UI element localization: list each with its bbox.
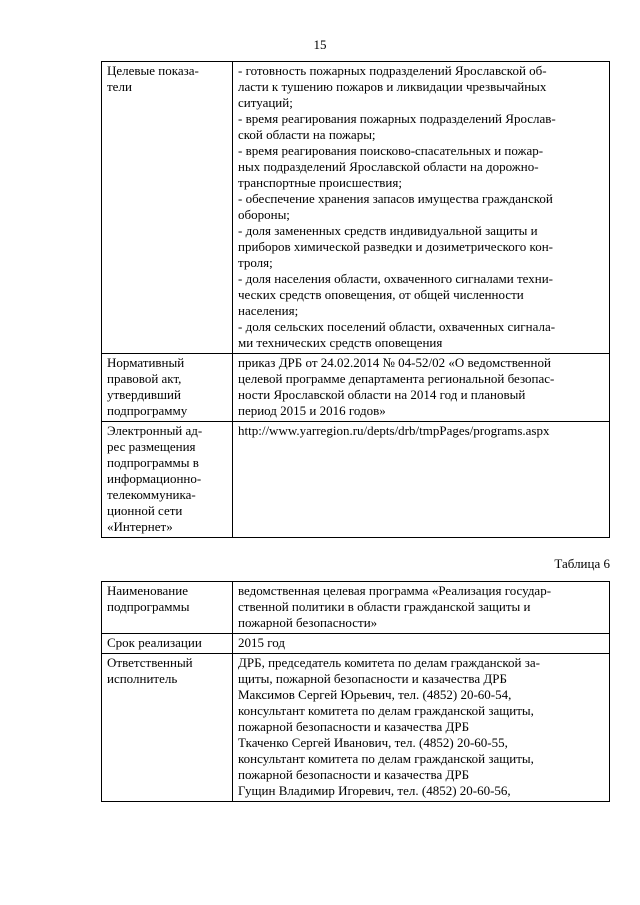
row-value: приказ ДРБ от 24.02.2014 № 04-52/02 «О ведомственной целевой программе департамента региональной безопас- ности Ярославской области на 2014 год и плановый период 2015 и 2016 годов» bbox=[233, 354, 610, 422]
row-label: Срок реализации bbox=[102, 634, 233, 654]
table-row bbox=[102, 62, 610, 354]
row-value: ДРБ, председатель комитета по делам гражданской за- щиты, пожарной безопасности и казачества ДРБ Максимов Сергей Юрьевич, тел. (4852) 20-60-54, консультант комитета по делам гражданской защиты, пожарной безопасности и казачества ДРБ Ткаченко Сергей Иванович, тел. (4852) 20-60-55, консультант комитета по делам гражданской защиты, пожарной безопасности и казачества ДРБ Гущин Владимир Игоревич, тел. (4852) 20-60-56, bbox=[233, 654, 610, 802]
table-row bbox=[102, 582, 610, 634]
program-url-text: http://www.yarregion.ru/depts/drb/tmpPages/programs.aspx bbox=[238, 423, 550, 438]
upper-passport-table bbox=[101, 61, 610, 538]
row-value bbox=[233, 422, 610, 538]
table-row bbox=[102, 422, 610, 538]
row-label: Целевые показа- тели bbox=[102, 62, 233, 354]
table-caption: Таблица 6 bbox=[554, 556, 610, 571]
row-value: 2015 год bbox=[233, 634, 610, 654]
row-value: - готовность пожарных подразделений Ярославской об- ласти к тушению пожаров и ликвидации чрезвычайных ситуаций; - время реагирования пожарных подразделений Ярослав- ской области на пожары; - время реагирования поисково-спасательных и пожар- ных подразделений Ярославской области на дорожно- транспортные происшествия; - обеспечение хранения запасов имущества гражданской обороны; - доля замененных средств индивидуальной защиты и приборов химической разведки и дозиметрического кон- троля; - доля населения области, охваченного сигналами техни- ческих средств оповещения, от общей численности населения; - доля сельских поселений области, охваченных сигнала- ми технических средств оповещения bbox=[233, 62, 610, 354]
row-label: Ответственный исполнитель bbox=[102, 654, 233, 802]
lower-passport-table bbox=[101, 581, 610, 802]
row-value: ведомственная целевая программа «Реализация государ- ственной политики в области гражданской защиты и пожарной безопасности» bbox=[233, 582, 610, 634]
row-label: Наименование подпрограммы bbox=[102, 582, 233, 634]
page-number: 15 bbox=[313, 37, 327, 52]
row-label: Нормативный правовой акт, утвердивший подпрограмму bbox=[102, 354, 233, 422]
table-row bbox=[102, 354, 610, 422]
table-row bbox=[102, 654, 610, 802]
row-label: Электронный ад- рес размещения подпрограммы в информационно- телекоммуника- ционной сети «Интернет» bbox=[102, 422, 233, 538]
table-row bbox=[102, 634, 610, 654]
